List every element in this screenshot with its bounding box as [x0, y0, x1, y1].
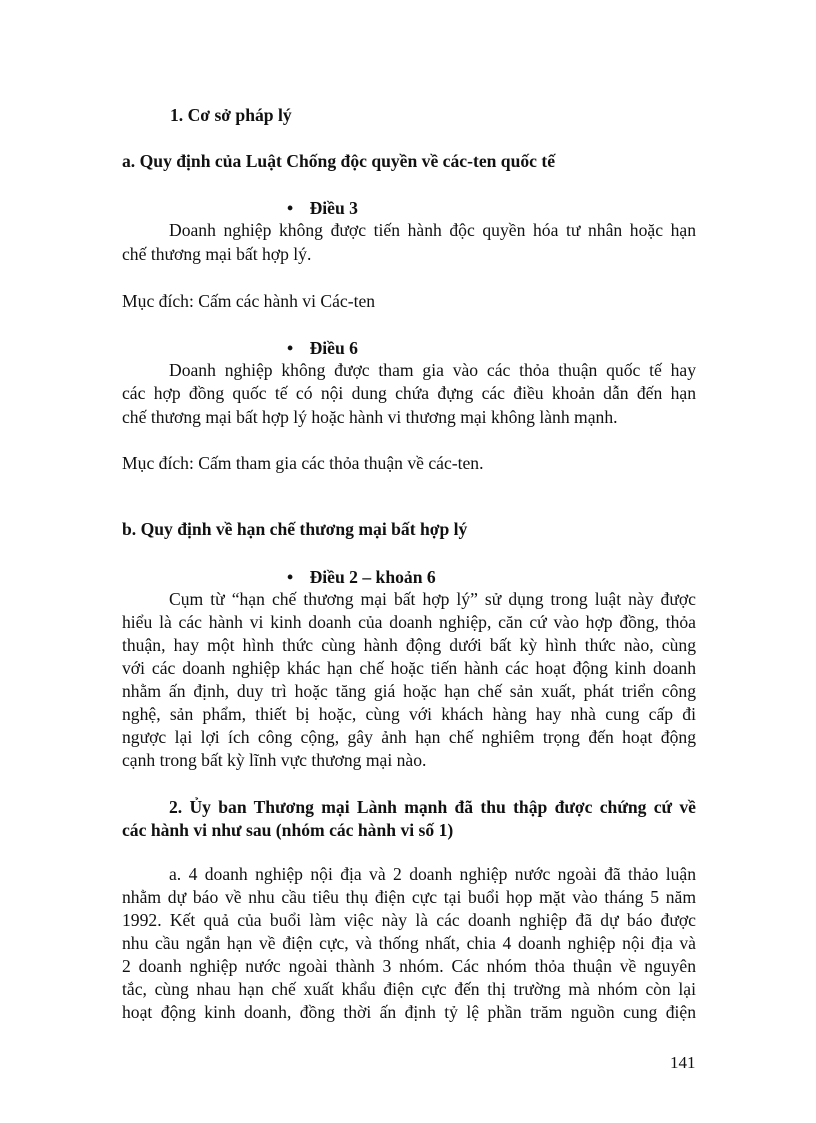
- article-3-line: chế thương mại bất hợp lý.: [122, 244, 312, 264]
- bullet-icon: •: [287, 567, 294, 587]
- article-6-line: các hợp đồng quốc tế có nội dung chứa đựng các điều khoản dẫn đến hạn: [122, 383, 696, 403]
- article-2-line: với các doanh nghiệp khác hạn chế hoặc tiến hành các hoạt động kinh doanh: [122, 658, 696, 678]
- paragraph-a-line: tắc, cùng nhau hạn chế xuất khẩu điện cực đến thị trường mà nhóm còn lại: [122, 979, 696, 999]
- paragraph-a-line: 1992. Kết quả của buổi làm việc này là các doanh nghiệp đã dự báo được: [122, 910, 696, 930]
- section-2-heading-line: 2. Ủy ban Thương mại Lành mạnh đã thu thập được chứng cứ về: [169, 797, 696, 817]
- bullet-icon: •: [287, 338, 294, 358]
- article-2-line: Cụm từ “hạn chế thương mại bất hợp lý” sử dụng trong luật này được: [169, 589, 696, 609]
- article-3-heading: [287, 197, 358, 219]
- paragraph-a-line: 2 doanh nghiệp nước ngoài thành 3 nhóm. Các nhóm thỏa thuận về nguyên: [122, 956, 696, 976]
- article-2-title: Điều 2 – khoản 6: [309, 567, 436, 587]
- section-2-heading-line: các hành vi như sau (nhóm các hành vi số 1): [122, 820, 454, 840]
- page-number: 141: [670, 1053, 696, 1072]
- subsection-b-heading: b. Quy định về hạn chế thương mại bất hợp lý: [122, 519, 468, 539]
- article-3-purpose: Mục đích: Cấm các hành vi Các-ten: [122, 291, 376, 311]
- article-2-line: cạnh trong bất kỳ lĩnh vực thương mại nào.: [122, 750, 427, 770]
- article-6-purpose: Mục đích: Cấm tham gia các thỏa thuận về các-ten.: [122, 453, 484, 473]
- section-1-heading: 1. Cơ sở pháp lý: [170, 105, 292, 125]
- paragraph-a-line: a. 4 doanh nghiệp nội địa và 2 doanh nghiệp nước ngoài đã thảo luận: [169, 864, 696, 884]
- paragraph-a-line: nhu cầu ngắn hạn về điện cực, và thống nhất, chia 4 doanh nghiệp nội địa và: [122, 933, 696, 953]
- article-6-title: Điều 6: [309, 338, 358, 358]
- article-2-line: nhằm ấn định, duy trì hoặc tăng giá hoặc hạn chế sản xuất, phát triển công: [122, 681, 696, 701]
- article-2-line: thuận, hay một hình thức cùng hành động dưới bất kỳ hình thức nào, cùng: [122, 635, 696, 655]
- article-2-line: hiểu là các hành vi kinh doanh của doanh nghiệp, căn cứ vào hợp đồng, thỏa: [122, 612, 696, 632]
- article-6-line: chế thương mại bất hợp lý hoặc hành vi thương mại không lành mạnh.: [122, 407, 618, 427]
- paragraph-a-line: hoạt động kinh doanh, đồng thời ấn định tỷ lệ phần trăm nguồn cung điện: [122, 1002, 696, 1022]
- article-6-heading: [287, 337, 358, 359]
- paragraph-a-line: nhằm dự báo về nhu cầu tiêu thụ điện cực tại buổi họp mặt vào tháng 5 năm: [122, 887, 696, 907]
- bullet-icon: •: [287, 198, 294, 218]
- subsection-a-heading: a. Quy định của Luật Chống độc quyền về các-ten quốc tế: [122, 151, 556, 171]
- article-3-title: Điều 3: [309, 198, 358, 218]
- article-2-line: ngược lại lợi ích công cộng, gây ảnh hạn chế nghiêm trọng đến hoạt động: [122, 727, 696, 747]
- article-2-heading: [287, 566, 436, 588]
- article-6-line: Doanh nghiệp không được tham gia vào các thỏa thuận quốc tế hay: [169, 360, 696, 380]
- article-2-line: nghệ, sản phẩm, thiết bị hoặc, cùng với khách hàng hay nhà cung cấp đi: [122, 704, 696, 724]
- article-3-line: Doanh nghiệp không được tiến hành độc quyền hóa tư nhân hoặc hạn: [169, 220, 696, 240]
